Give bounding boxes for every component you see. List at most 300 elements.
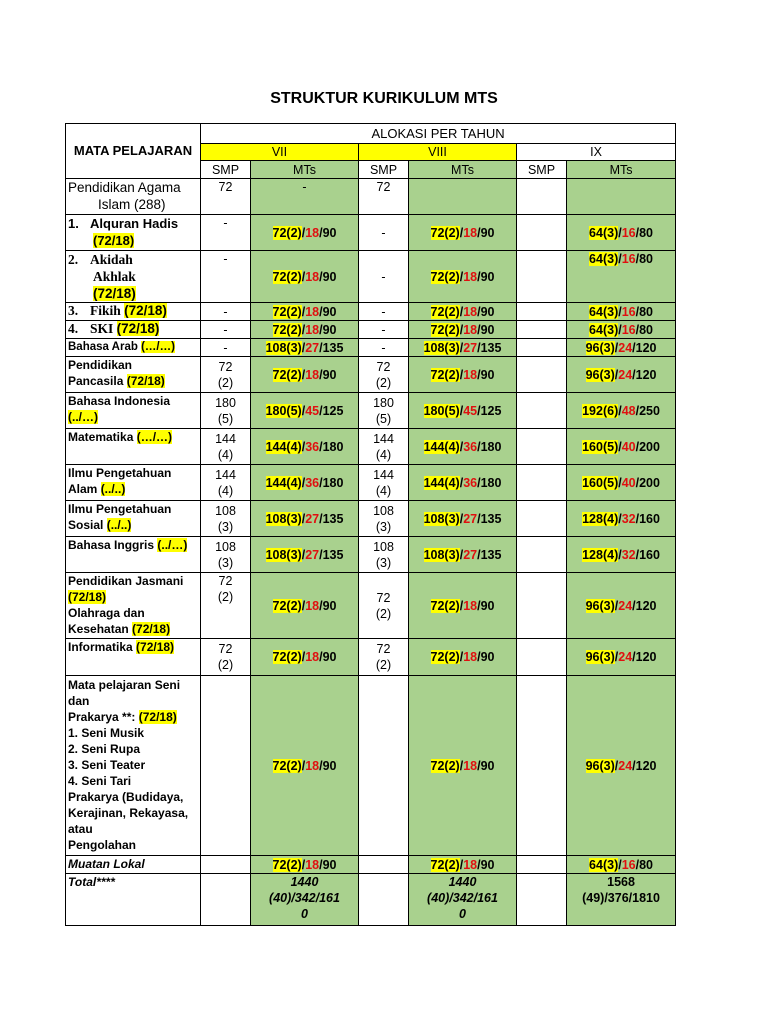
mts-separator: / [459,650,464,664]
mts-separator: / [618,403,622,418]
mts-value [251,639,359,676]
mts-total: /120 [632,650,657,664]
smp-hours: 144 [215,467,236,482]
grade-ix-header: IX [517,144,676,161]
subject-cell [66,357,201,393]
subject-number: 1. [68,216,79,231]
mts-effective-hours: 18 [463,225,478,240]
mts-value [251,251,359,303]
mts-total: /120 [632,598,657,613]
smp-value: - [201,321,251,339]
subject-cell [66,303,201,321]
total-label: Total**** [68,875,115,889]
table-row [66,676,676,856]
mts-value: - [251,179,359,215]
subject-cell [66,856,201,874]
smp-value [517,393,567,429]
smp-value [517,215,567,251]
mts-total: /180 [477,439,502,454]
mts-value [567,676,676,856]
mts-hours: 72(2) [272,758,302,773]
smp-value [517,639,567,676]
mts-hours: 144(4) [265,475,302,490]
subject-cell [66,874,201,926]
mts-value [567,303,676,321]
mts-hours: 128(4) [582,547,619,562]
list-item: 2. Seni Rupa [68,742,141,756]
mts-total: /250 [635,403,660,418]
mts-separator: / [459,304,464,319]
mts-hours: 72(2) [272,367,302,382]
subject-label: Mata pelajaran Seni [68,678,181,692]
mts-value [409,357,517,393]
mts-total: /90 [477,650,495,664]
mts-total: /125 [319,403,344,418]
mts-hours: 180(5) [265,403,302,418]
document-title: STRUKTUR KURIKULUM MTS [270,90,498,107]
smp-weekly: (4) [375,447,392,462]
mts-separator: / [459,322,464,337]
mts-value [251,573,359,639]
mts-separator: / [618,475,622,490]
curriculum-table [65,123,676,926]
subject-label: Akhlak [93,269,136,284]
mts-value [251,393,359,429]
mts-separator: / [618,511,622,526]
subject-label: Fikih [90,303,121,318]
mts-separator: / [301,857,306,872]
mts-value [409,321,517,339]
mts-hours: 72(2) [430,304,460,319]
subject-label: Islam (288) [98,197,166,212]
smp-value: - [201,215,251,251]
smp-hours: 72 [376,359,391,374]
mts-effective-hours: 18 [463,367,478,382]
mts-total: /180 [319,439,344,454]
subject-hours-value: (72/18) [116,321,160,336]
subject-label: Bahasa Indonesia [68,394,171,408]
mts-effective-hours: 18 [463,650,478,664]
subject-cell [66,573,201,639]
mts-effective-hours: 18 [305,758,320,773]
mts-value [567,501,676,537]
smp-hours: 144 [373,431,394,446]
table-row-total [66,874,676,926]
total-mts-ix [567,874,676,926]
mts-separator: / [459,857,464,872]
mts-separator: / [618,304,622,319]
subject-label: Olahraga dan [68,606,145,620]
subject-hours [68,286,136,301]
mts-separator: / [618,225,622,240]
smp-value [359,393,409,429]
subject-label: Matematika [68,430,134,444]
mts-effective-hours: 18 [305,269,320,284]
subject-hours-value: (../…) [68,410,98,424]
total-mts-viii [409,874,517,926]
mts-total: /90 [319,650,337,664]
mts-value [409,639,517,676]
subject-label: SKI [90,321,114,336]
smp-hours: 108 [215,539,236,554]
mts-value [251,357,359,393]
mts-total: /160 [635,547,660,562]
mts-value [251,537,359,573]
subject-label: Informatika [68,640,133,654]
smp-hours: 144 [373,467,394,482]
smp-weekly: (4) [217,483,234,498]
mts-hours: 144(4) [265,439,302,454]
subject-label: Akidah [90,252,133,267]
smp-weekly: (5) [375,411,392,426]
smp-weekly: (2) [375,375,392,390]
mts-value [251,215,359,251]
smp-value [359,537,409,573]
mts-effective-hours: 16 [621,304,636,319]
subject-cell [66,676,201,856]
subject-hours-value: (72/18) [136,640,175,654]
smp-value: - [359,303,409,321]
mts-separator: / [459,511,464,526]
mts-total: /80 [635,304,654,319]
mts-total: /90 [319,304,337,319]
mts-hours: 96(3) [585,650,615,664]
table-row [66,251,676,303]
table-row [66,179,676,215]
mts-total: /90 [477,857,495,872]
mts-effective-hours: 18 [305,650,320,664]
mts-hours: 72(2) [272,598,302,613]
subject-label: Sosial [68,518,104,532]
mts-hours: 72(2) [272,269,302,284]
mts-hours: 96(3) [585,598,615,613]
mts-value [409,501,517,537]
subject-number: 2. [68,252,79,267]
mts-total: /120 [632,367,657,382]
smp-value [517,339,567,357]
total-breakdown: 0 [301,907,308,921]
smp-weekly: (2) [217,658,234,672]
smp-value [517,856,567,874]
mts-total: /135 [477,511,502,526]
mts-effective-hours: 27 [305,340,320,355]
smp-hours: 72 [218,359,233,374]
mts-effective-hours: 16 [621,857,636,872]
smp-value [201,393,251,429]
mts-hours: 144(4) [423,475,460,490]
mts-hours: 64(3) [589,322,619,337]
total-breakdown: 0 [459,907,466,921]
table-row [66,465,676,501]
mts-hours: 72(2) [272,225,302,240]
mts-separator: / [618,547,622,562]
subject-hours-value: (../..) [106,518,132,532]
mts-effective-hours: 36 [463,475,478,490]
mts-value [409,465,517,501]
mts-total: /90 [477,322,495,337]
smp-weekly: (3) [375,519,392,534]
subject-label: Ilmu Pengetahuan [68,502,172,516]
smp-value [359,465,409,501]
mts-effective-hours: 18 [305,857,320,872]
mts-value [409,393,517,429]
mts-separator: / [618,857,622,872]
mts-separator: / [301,475,306,490]
mts-hours: 72(2) [430,857,460,872]
subject-hours-value: (../…) [157,538,188,552]
mts-effective-hours: 18 [305,304,320,319]
mts-total: /180 [319,475,344,490]
mts-total: /135 [319,547,344,562]
smp-value [201,874,251,926]
mts-separator: / [614,758,619,773]
mts-effective-hours: 45 [463,403,478,418]
mts-hours: 108(3) [265,511,302,526]
smp-value [517,874,567,926]
mts-total: /90 [319,367,337,382]
list-item: 1. Seni Musik [68,726,145,740]
mts-separator: / [301,403,306,418]
smp-value [359,856,409,874]
subject-hours-value: (…/…) [136,430,173,444]
mts-hours: 72(2) [272,650,302,664]
subject-cell [66,321,201,339]
table-row [66,856,676,874]
subject-hours-value: (72/18) [138,710,177,724]
mts-separator: / [459,598,464,613]
mts-effective-hours: 16 [621,225,636,240]
mts-value [409,303,517,321]
smp-value [517,573,567,639]
mts-effective-hours: 45 [305,403,320,418]
mts-hours: 72(2) [272,304,302,319]
mts-hours: 72(2) [272,322,302,337]
mts-value [409,856,517,874]
subject-label: Kerajinan, Rekayasa, [68,806,189,820]
subject-hours-value: (72/18) [132,622,171,636]
smp-value: 72 [359,179,409,215]
mts-separator: / [614,367,619,382]
mts-effective-hours: 27 [463,511,478,526]
mts-total: /80 [635,857,654,872]
mts-header: MTs [251,161,359,179]
smp-value [201,856,251,874]
mts-total: /90 [477,367,495,382]
subject-label: Pendidikan Agama [68,180,181,195]
mts-separator: / [301,650,306,664]
mts-effective-hours: 18 [463,269,478,284]
smp-value [517,501,567,537]
subject-label: Kesehatan [68,622,129,636]
mts-value [251,429,359,465]
mts-total: /90 [477,225,495,240]
mts-separator: / [301,304,306,319]
mts-total: /90 [477,598,495,613]
mts-effective-hours: 32 [621,511,636,526]
mts-value [567,321,676,339]
mts-value [409,251,517,303]
total-breakdown: (49)/376/1810 [582,891,660,905]
mts-effective-hours: 16 [621,252,636,266]
mts-value [567,393,676,429]
mts-total: /90 [319,269,337,284]
mts-effective-hours: 18 [463,322,478,337]
mts-value [251,856,359,874]
mts-hours: 72(2) [430,650,460,664]
subject-hours-value: (…/…) [141,341,175,353]
smp-value [517,251,567,303]
mts-hours: 72(2) [430,322,460,337]
mts-hours: 64(3) [589,304,619,319]
mts-value [251,465,359,501]
mts-hours: 96(3) [585,758,615,773]
smp-hours: 144 [215,431,236,446]
mts-total: /80 [635,252,654,266]
list-item: 3. Seni Teater [68,758,146,772]
mts-value [251,339,359,357]
mts-value [409,537,517,573]
subject-label: Bahasa Arab [68,341,138,353]
mts-hours: 72(2) [430,367,460,382]
mts-effective-hours: 18 [463,304,478,319]
mts-value [567,465,676,501]
subject-label: Pancasila [68,374,124,388]
mts-effective-hours: 24 [618,650,633,664]
smp-weekly: (2) [217,590,234,604]
mts-separator: / [459,340,464,355]
mts-separator: / [459,758,464,773]
smp-hours: 72 [376,590,391,605]
smp-weekly: (2) [375,658,392,672]
mts-total: /90 [319,857,337,872]
smp-hours: 180 [215,395,236,410]
mts-hours: 72(2) [430,758,460,773]
smp-weekly: (5) [217,411,234,426]
subject-label: Bahasa Inggris [68,538,155,552]
mts-hours: 108(3) [423,340,460,355]
subject-hours-value: (72/18) [93,233,135,248]
smp-value: - [359,251,409,303]
mts-separator: / [301,225,306,240]
mts-hours: 64(3) [589,252,619,266]
smp-value: - [201,251,251,303]
mts-total: /80 [635,322,654,337]
mts-total: /90 [319,225,337,240]
mts-value [567,215,676,251]
smp-weekly: (2) [217,375,234,390]
mts-value [409,179,517,215]
mts-effective-hours: 36 [305,439,320,454]
smp-value [201,429,251,465]
mts-effective-hours: 24 [618,598,633,613]
total-breakdown: (40)/342/161 [427,891,498,905]
total-hours: 1440 [290,875,319,889]
mts-total: /160 [635,511,660,526]
subject-hours-value: (72/18) [68,590,107,604]
smp-hours: 108 [373,539,394,554]
subject-label: atau [68,822,93,836]
mts-total: /120 [632,340,657,355]
mts-effective-hours: 24 [618,367,633,382]
total-mts-vii [251,874,359,926]
mts-separator: / [618,252,622,266]
smp-value [201,676,251,856]
smp-value [359,639,409,676]
subject-cell [66,215,201,251]
smp-value [359,874,409,926]
mts-hours: 180(5) [423,403,460,418]
mts-hours: 144(4) [423,439,460,454]
mts-effective-hours: 36 [463,439,478,454]
subject-cell [66,429,201,465]
grade-viii-header: VIII [359,144,517,161]
mts-separator: / [459,367,464,382]
mts-separator: / [614,650,619,664]
mts-value [567,429,676,465]
subject-label: Pengolahan [68,838,137,852]
table-row [66,357,676,393]
subject-label: Alam [68,482,98,496]
mts-effective-hours: 40 [621,475,636,490]
mts-separator: / [301,758,306,773]
mts-value [567,537,676,573]
mts-total: /90 [477,304,495,319]
subject-cell [66,179,201,215]
mts-separator: / [614,340,619,355]
smp-value [517,676,567,856]
mts-hours: 160(5) [582,475,619,490]
mts-effective-hours: 18 [463,758,478,773]
subject-label: Prakarya **: [68,710,136,724]
mts-separator: / [301,340,306,355]
smp-value: - [359,339,409,357]
mts-value [251,676,359,856]
smp-value [517,465,567,501]
mts-separator: / [301,439,306,454]
mts-header: MTs [567,161,676,179]
smp-value [359,357,409,393]
mts-separator: / [459,269,464,284]
smp-hours: 72 [218,642,233,656]
mts-effective-hours: 48 [621,403,636,418]
subject-label: dan [68,694,90,708]
subject-cell [66,393,201,429]
mts-hours: 192(6) [582,403,619,418]
mts-separator: / [301,322,306,337]
smp-hours: 180 [373,395,394,410]
table-row [66,639,676,676]
mts-hours: 108(3) [423,547,460,562]
table-row [66,321,676,339]
mts-hours: 72(2) [430,225,460,240]
mts-effective-hours: 24 [618,758,633,773]
total-hours: 1440 [448,875,477,889]
mts-hours: 108(3) [265,547,302,562]
mts-total: /90 [319,758,337,773]
mts-value [409,215,517,251]
subject-cell [66,465,201,501]
mts-header: MTs [409,161,517,179]
mts-value [567,357,676,393]
table-row [66,501,676,537]
mts-value [567,856,676,874]
mts-total: /90 [319,322,337,337]
list-item: 4. Seni Tari [68,774,132,788]
subject-cell [66,639,201,676]
mts-hours: 64(3) [589,857,619,872]
smp-value [359,429,409,465]
table-row [66,537,676,573]
